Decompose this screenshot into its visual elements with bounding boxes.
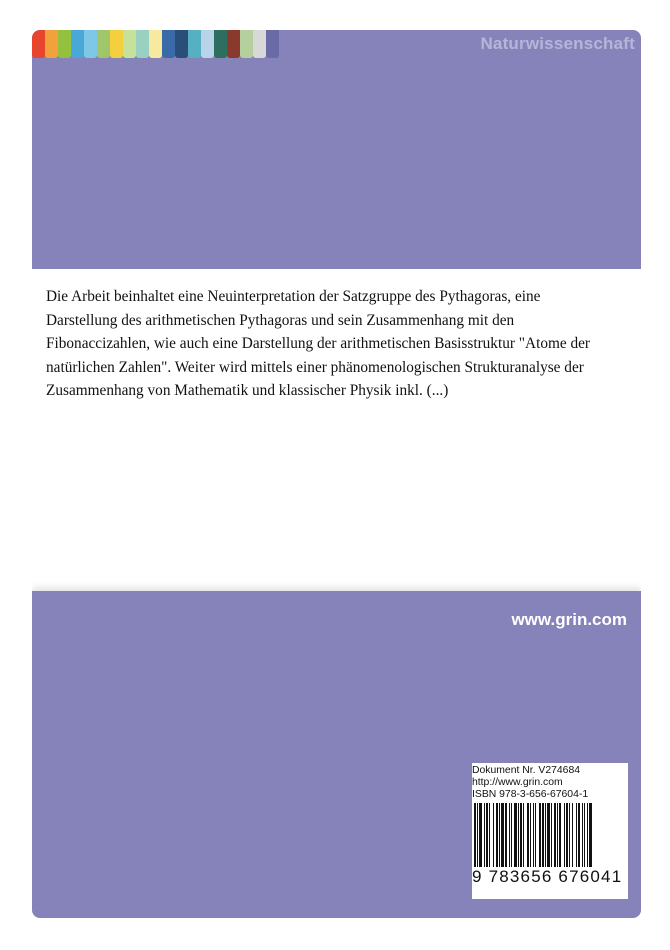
bottom-color-band bbox=[32, 591, 641, 918]
barcode-bar bbox=[501, 803, 504, 867]
color-stripe bbox=[58, 30, 71, 58]
barcode-bar bbox=[547, 803, 550, 867]
barcode-digits: 9 783656 676041 bbox=[472, 867, 623, 886]
barcode-bar bbox=[499, 803, 500, 867]
top-color-band bbox=[32, 30, 641, 269]
color-stripe bbox=[71, 30, 84, 58]
barcode-bar bbox=[511, 803, 512, 867]
color-stripe bbox=[97, 30, 110, 58]
color-stripe bbox=[253, 30, 266, 58]
color-stripes bbox=[32, 30, 279, 58]
color-stripe bbox=[227, 30, 240, 58]
barcode-bar bbox=[493, 803, 494, 867]
barcode-bar bbox=[486, 803, 488, 867]
barcode-bar bbox=[527, 803, 529, 867]
color-stripe bbox=[84, 30, 97, 58]
barcode-bar bbox=[489, 803, 490, 867]
barcode-bar bbox=[545, 803, 546, 867]
barcode-bar bbox=[479, 803, 482, 867]
color-stripe bbox=[188, 30, 201, 58]
barcode-bar bbox=[569, 803, 570, 867]
color-stripe bbox=[201, 30, 214, 58]
category-label: Naturwissenschaft bbox=[480, 34, 635, 53]
barcode-bar bbox=[539, 803, 541, 867]
isbn-number: ISBN 978-3-656-67604-1 bbox=[472, 789, 589, 800]
book-back-cover bbox=[32, 30, 641, 918]
barcode-bar bbox=[474, 803, 476, 867]
website-label: www.grin.com bbox=[511, 610, 627, 629]
barcode-bar bbox=[564, 803, 565, 867]
color-stripe bbox=[110, 30, 123, 58]
barcode-bar bbox=[484, 803, 485, 867]
barcode-bar bbox=[572, 803, 573, 867]
barcode-bar bbox=[584, 803, 585, 867]
barcode-bar bbox=[496, 803, 498, 867]
color-stripe bbox=[45, 30, 58, 58]
barcode-bar bbox=[505, 803, 507, 867]
blurb-text: Die Arbeit beinhaltet eine Neuinterpretation der Satzgruppe des Pythagoras, eine Darstellung des arithmetischen Pythagoras und sein Zusammenhang mit den Fibonaccizahlen, wie auch eine Darstellung der arithmetischen Basisstruktur "Atome der natürlichen Zahlen". Weiter wird mittels einer phänomenologischen Strukturanalyse der Zusammenhang von Mathematik und klassischer Physik inkl. (...) bbox=[46, 288, 591, 400]
color-stripe bbox=[136, 30, 149, 58]
barcode-bar bbox=[566, 803, 568, 867]
color-stripe bbox=[149, 30, 162, 58]
barcode-bar bbox=[523, 803, 524, 867]
barcode-bar bbox=[535, 803, 536, 867]
barcode-bar bbox=[542, 803, 544, 867]
barcode-bar bbox=[477, 803, 478, 867]
document-url: http://www.grin.com bbox=[472, 777, 563, 788]
barcode-bar bbox=[582, 803, 583, 867]
barcode-bar bbox=[557, 803, 558, 867]
barcode-bar bbox=[578, 803, 580, 867]
color-stripe bbox=[266, 30, 279, 58]
barcode-image bbox=[472, 803, 628, 867]
color-stripe bbox=[240, 30, 253, 58]
barcode-bar bbox=[520, 803, 522, 867]
isbn-info-box bbox=[472, 763, 628, 899]
color-stripe bbox=[175, 30, 188, 58]
barcode-bar bbox=[587, 803, 588, 867]
document-number: Dokument Nr. V274684 bbox=[472, 765, 581, 776]
color-stripe bbox=[32, 30, 45, 58]
barcode-bar bbox=[533, 803, 534, 867]
color-stripe bbox=[162, 30, 175, 58]
barcode-bar bbox=[530, 803, 531, 867]
barcode-bar bbox=[559, 803, 561, 867]
color-stripe bbox=[214, 30, 227, 58]
barcode-bar bbox=[509, 803, 510, 867]
barcode-bar bbox=[576, 803, 577, 867]
barcode-bar bbox=[589, 803, 592, 867]
barcode-bar bbox=[551, 803, 552, 867]
barcode-bar bbox=[514, 803, 517, 867]
barcode-bar bbox=[518, 803, 519, 867]
barcode-bar bbox=[554, 803, 556, 867]
color-stripe bbox=[123, 30, 136, 58]
